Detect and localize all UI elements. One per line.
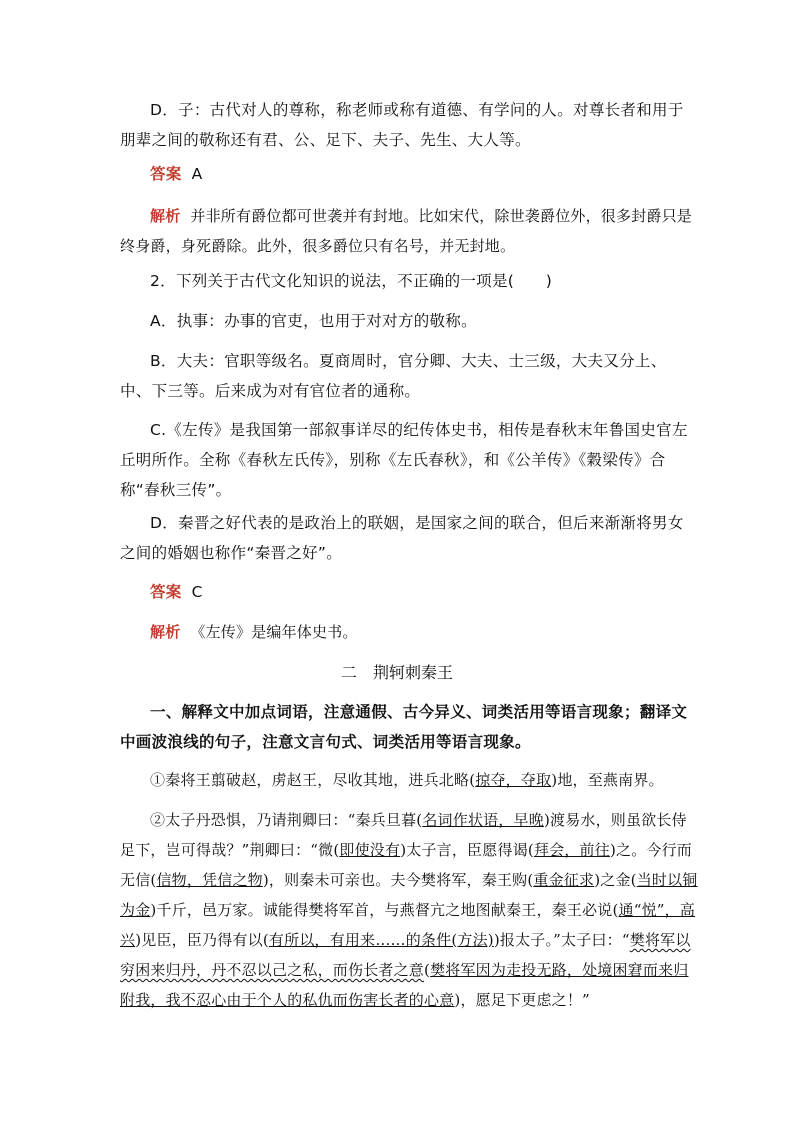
passage-text: ①秦将王翦破赵，虏赵王，尽收其地，进兵北略(: [150, 771, 476, 789]
annotation: 信物，凭信之物: [156, 871, 263, 889]
answer-tag: 答案: [150, 165, 182, 183]
annotation: 拜会，前往: [533, 841, 610, 859]
passage-text: )之。今行而无信(: [120, 841, 692, 889]
q1-answer: [120, 159, 698, 189]
passage-text: ②太子丹恐惧，乃请荆卿曰：“秦兵旦暮(: [150, 811, 423, 829]
passage-text: )渡易水，则虽欲长侍足下，岂可得哉？”荆卿曰：“微(: [120, 811, 687, 859]
passage-text: )，愿足下更虑之！”: [454, 991, 590, 1009]
answer-value: C: [191, 583, 203, 601]
passage-text: (: [424, 961, 431, 979]
annotation: 掠夺，夺取: [475, 771, 552, 789]
passage-text: )太子言，臣愿得谒(: [400, 841, 534, 859]
q2-answer: [120, 577, 698, 607]
passage-paragraph-2: [120, 805, 698, 1015]
analysis-text: 并非所有爵位都可世袭并有封地。比如宋代，除世袭爵位外，很多封爵只是终身爵，身死爵除。此外，很多爵位只有名号，并无封地。: [120, 207, 693, 255]
annotation: 有所以，有用来……的条件(方法): [268, 931, 494, 949]
q2-option-c: C.《左传》是我国第一部叙事详尽的纪传体史书，相传是春秋末年鲁国史官左丘明所作。全称《春秋左氏传》，别称《左氏春秋》，和《公羊传》《穀梁传》合称“春秋三传”。: [120, 421, 688, 499]
answer-value: A: [191, 165, 203, 183]
analysis-tag: 解析: [150, 623, 181, 641]
q2-analysis: [120, 617, 698, 647]
passage-text: )之金(: [594, 871, 637, 889]
annotation: 通“悦”，高兴: [120, 901, 696, 949]
passage-text: )报太子。”太子曰：“: [493, 931, 630, 949]
analysis-tag: 解析: [150, 207, 181, 225]
passage-text: )，则秦未可亲也。夫今樊将军，秦王购(: [262, 871, 534, 889]
wavy-underlined-sentence: 樊将军以穷困来归丹，丹不忍以己之私，而伤长者之意: [120, 931, 691, 979]
annotation: 即使没有: [339, 841, 401, 859]
q2-option-b: B．大夫：官职等级名。夏商周时，官分卿、大夫、士三级，大夫又分上、中、下三等。后来成为对有官位者的通称。: [120, 352, 667, 400]
q1-option-d: D．子：古代对人的尊称，称老师或称有道德、有学问的人。对尊长者和用于朋辈之间的敬称还有君、公、足下、夫子、先生、大人等。: [120, 101, 684, 149]
translation: 樊将军因为走投无路，处境困窘而来归附我，我不忍心由于个人的私仇而伤害长者的心意: [120, 961, 689, 1009]
passage-text: )千斤，邑万家。诚能得樊将军首，与燕督亢之地图献秦王，秦王必说(: [150, 901, 619, 919]
analysis-text: 《左传》是编年体史书。: [190, 623, 358, 641]
annotation: 当时以铜为金: [120, 871, 698, 919]
q1-analysis: [120, 201, 698, 261]
answer-tag: 答案: [150, 583, 182, 601]
section-instruction: 一、解释文中加点词语，注意通假、古今异义、词类活用等语言现象；翻译文中画波浪线的句子，注意文言句式、词类活用等语言现象。: [120, 703, 688, 751]
q2-option-a: A．执事：办事的官吏，也用于对对方的敬称。: [150, 312, 477, 330]
passage-paragraph-1: [120, 765, 698, 795]
q2-option-d: D．秦晋之好代表的是政治上的联姻，是国家之间的联合，但后来渐渐将男女之间的婚姻也称作“秦晋之好”。: [120, 514, 684, 562]
passage-text: )地，至燕南界。: [551, 771, 664, 789]
passage-text: )见臣，臣乃得有以(: [135, 931, 269, 949]
q2-stem: 2．下列关于古代文化知识的说法，不正确的一项是( ): [150, 272, 553, 290]
annotation: 重金征求: [533, 871, 595, 889]
annotation: 名词作状语，早晚: [422, 811, 544, 829]
section-title: 二 荆轲刺秦王: [340, 663, 453, 682]
